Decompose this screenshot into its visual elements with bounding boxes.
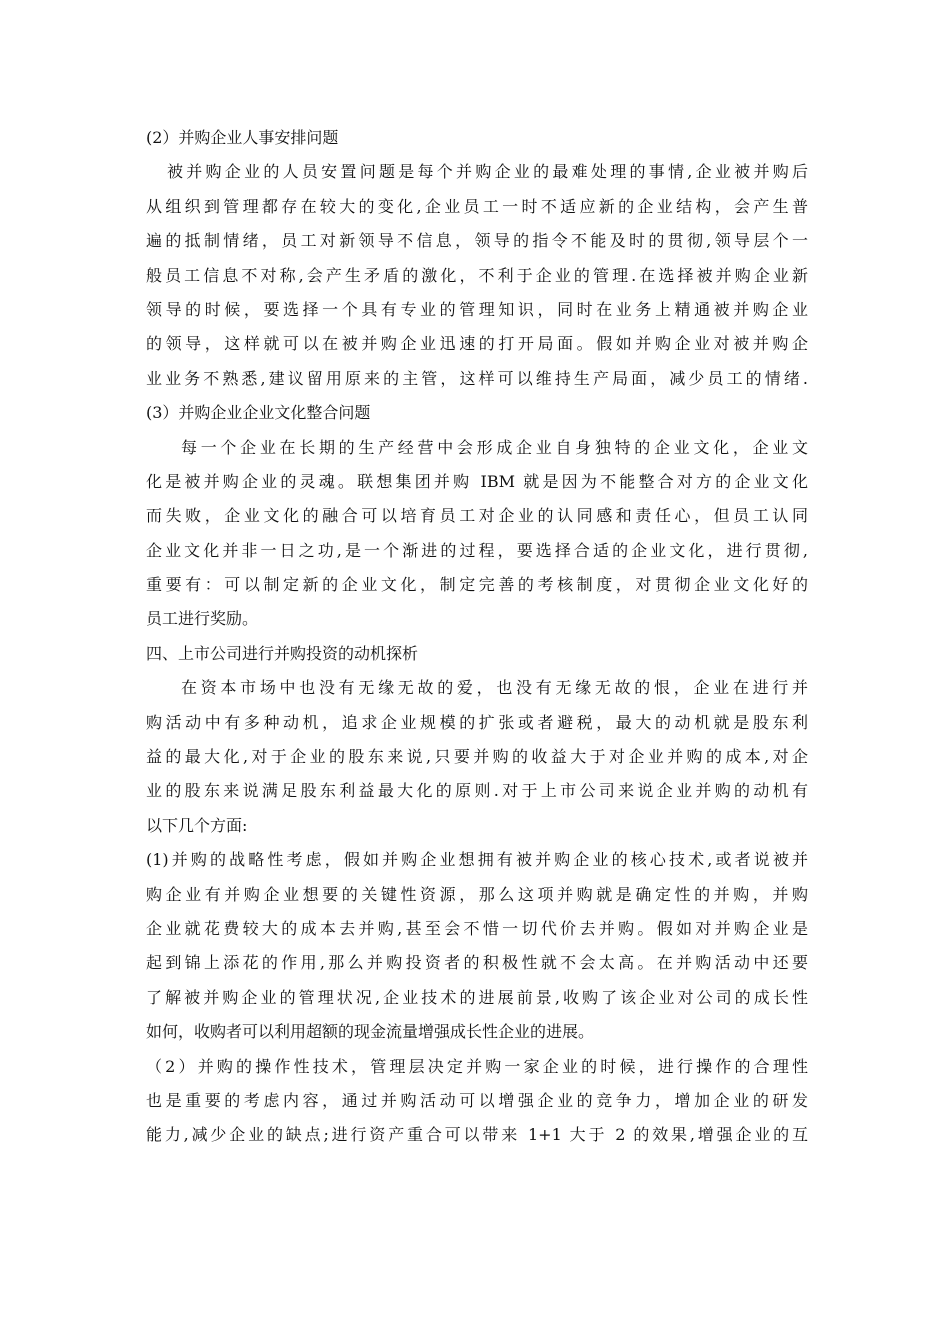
paragraph-line: 起到锦上添花的作用,那么并购投资者的积极性就不会太高。在并购活动中还要 [146,953,808,973]
paragraph-line: 益的最大化,对于企业的股东来说,只要并购的收益大于对企业并购的成本,对企 [146,747,808,767]
paragraph-line: 重要有：可以制定新的企业文化，制定完善的考核制度，对贯彻企业文化好的 [146,575,808,595]
paragraph-line: 业业务不熟悉,建议留用原来的主管，这样可以维持生产局面，减少员工的情绪. [146,368,808,388]
paragraph-line: 被并购企业的人员安置问题是每个并购企业的最难处理的事情,企业被并购后 [167,162,808,182]
paragraph-line: 的领导，这样就可以在被并购企业迅速的打开局面。假如并购企业对被并购企 [146,334,808,354]
paragraph-line: 如何，收购者可以利用超额的现金流量增强成长性企业的进展。 [146,1022,595,1042]
paragraph-line: 企业文化并非一日之功,是一个渐进的过程，要选择合适的企业文化，进行贯彻, [146,540,808,560]
paragraph-line: 能力,减少企业的缺点;进行资产重合可以带来 1+1 大于 2 的效果,增强企业的互 [146,1125,808,1145]
paragraph-line: 化是被并购企业的灵魂。联想集团并购 IBM 就是因为不能整合对方的企业文化 [146,471,808,491]
paragraph-line: 业的股东来说满足股东利益最大化的原则.对于上市公司来说企业并购的动机有 [146,781,808,801]
paragraph-line: 员工进行奖励。 [146,609,259,629]
section-heading-culture: (3）并购企业企业文化整合问题 [146,403,371,423]
paragraph-line: 以下几个方面: [146,815,248,835]
paragraph-line: 购活动中有多种动机，追求企业规模的扩张或者避税，最大的动机就是股东利 [146,712,808,732]
paragraph-line: （2）并购的操作性技术，管理层决定并购一家企业的时候，进行操作的合理性 [146,1056,808,1076]
paragraph-line: 而失败，企业文化的融合可以培育员工对企业的认同感和责任心，但员工认同 [146,506,808,526]
paragraph-line: 般员工信息不对称,会产生矛盾的激化，不利于企业的管理.在选择被并购企业新 [146,265,808,285]
paragraph-line: (1)并购的战略性考虑，假如并购企业想拥有被并购企业的核心技术,或者说被并 [146,850,808,870]
paragraph-line: 遍的抵制情绪，员工对新领导不信息，领导的指令不能及时的贯彻,领导层个一 [146,231,808,251]
document-page [146,121,808,1153]
paragraph-line: 了解被并购企业的管理状况,企业技术的进展前景,收购了该企业对公司的成长性 [146,987,808,1007]
paragraph-line: 领导的时候，要选择一个具有专业的管理知识，同时在业务上精通被并购企业 [146,299,808,319]
paragraph-line: 在资本市场中也没有无缘无故的爱，也没有无缘无故的恨，企业在进行并 [181,678,808,698]
paragraph-line: 也是重要的考虑内容，通过并购活动可以增强企业的竞争力，增加企业的研发 [146,1090,808,1110]
paragraph-line: 企业就花费较大的成本去并购,甚至会不惜一切代价去并购。假如对并购企业是 [146,918,808,938]
paragraph-line: 从组织到管理都存在较大的变化,企业员工一时不适应新的企业结构，会产生普 [146,196,808,216]
section-heading-hr: (2）并购企业人事安排问题 [146,128,339,147]
paragraph-line: 每一个企业在长期的生产经营中会形成企业自身独特的企业文化，企业文 [181,437,808,457]
paragraph-line: 购企业有并购企业想要的关键性资源，那么这项并购就是确定性的并购，并购 [146,884,808,904]
section-heading-motives: 四、上市公司进行并购投资的动机探析 [146,643,419,663]
